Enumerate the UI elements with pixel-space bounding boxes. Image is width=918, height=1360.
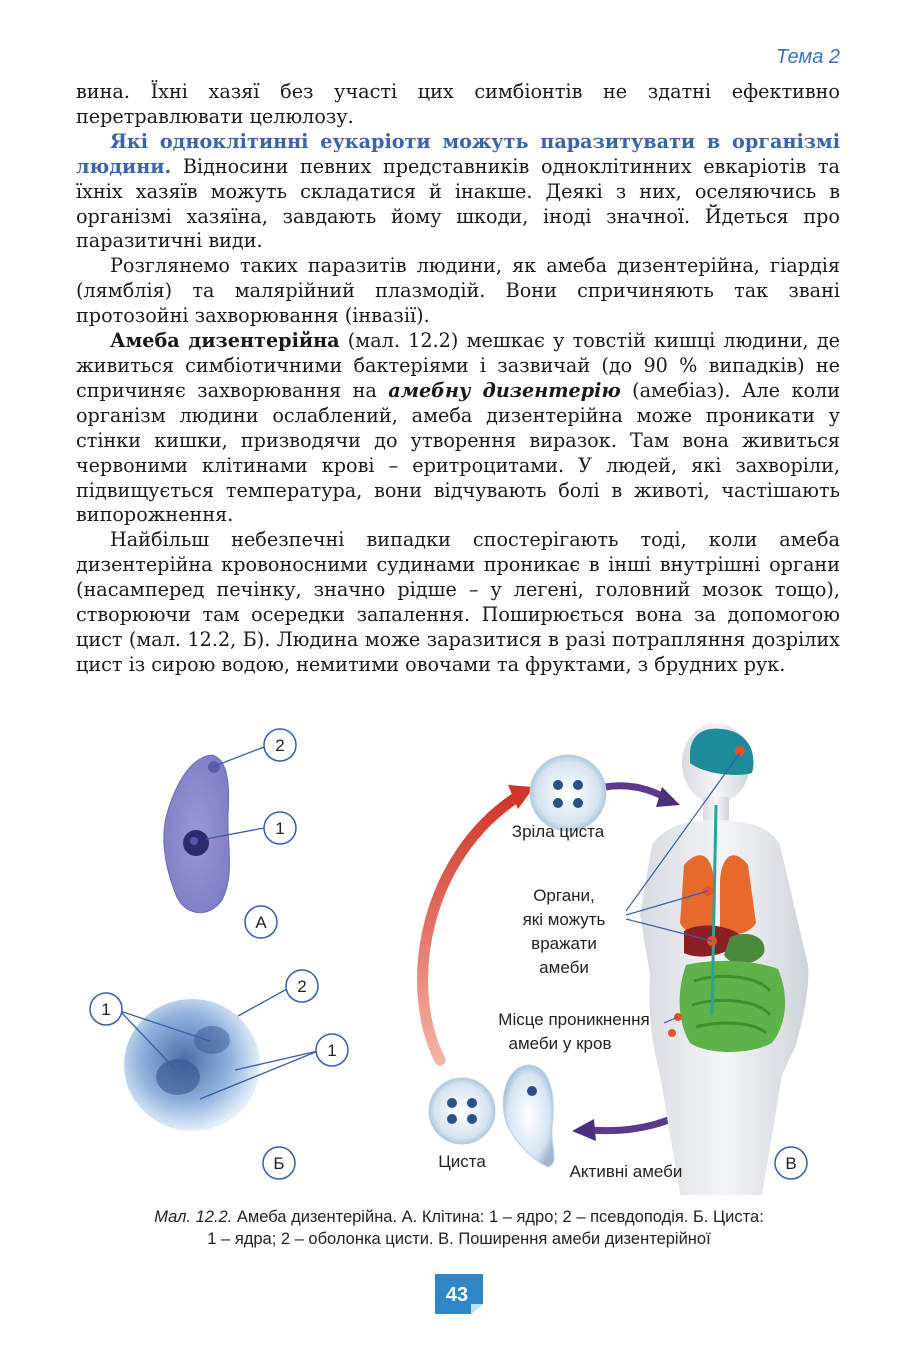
figure-caption (60, 1206, 858, 1250)
topic-header: Тема 2 (776, 46, 840, 68)
penetration-line-2: амеби у кров (508, 1034, 612, 1053)
paragraph-1 (76, 80, 840, 130)
panel-v-letter: В (785, 1154, 797, 1173)
page-number: 43 (445, 1284, 469, 1306)
panel-b-letter: Б (273, 1154, 285, 1173)
callout-a-1: 1 (275, 819, 285, 838)
figure-12-2 (0, 715, 918, 1195)
paragraph-3 (76, 254, 840, 329)
panel-a-letter: А (255, 913, 267, 932)
paragraph-2 (76, 130, 840, 255)
paragraph-text: (мал. 12.2) мешкає у товстій кишці людини, де живиться симбіотичними бактеріями і зазвичай (до 90 % випадків) не спричиняє захворювання на (76, 329, 840, 402)
panel-a-amoeba-cell (164, 729, 296, 938)
paragraph-text: вина. Їхні хазяї без участі цих симбіонтів не здатні ефективно перетравлювати целюлозу. (76, 80, 840, 128)
callout-a-2: 2 (275, 736, 285, 755)
paragraph-text: (амебіаз). Але коли організм людини ослаблений, амеба дизентерійна може проникати у стінки кишки, призводячи до утворення виразок. Там вона живиться червоними клітинами крові – еритроцитами. У людей, які захворіли, підвищується температура, вони відчувають болі в животі, частішають випорожнення. (76, 378, 841, 527)
paragraph-4 (76, 329, 840, 528)
page-number-badge (433, 1272, 485, 1316)
cyst-icon (429, 1078, 495, 1144)
caption-line-2: 1 – ядра; 2 – оболонка цисти. В. Поширення амеби дизентерійної (207, 1230, 711, 1248)
label-cyst: Циста (438, 1152, 486, 1171)
paragraph-5 (76, 528, 840, 677)
label-mature-cyst: Зріла циста (511, 822, 605, 841)
intestines-illustration (680, 961, 786, 1052)
term-bold-italic: амебну дизентерію (388, 378, 621, 402)
organs-line-2: які можуть (522, 910, 606, 929)
panel-b-cyst (90, 970, 348, 1179)
question-heading: Які одноклітинні еукаріоти можуть паразитувати в організмі людини. (76, 129, 840, 178)
panel-v-spread-diagram (423, 723, 809, 1195)
mature-cyst-icon (530, 755, 606, 831)
paragraph-text: Найбільш небезпечні випадки спостерігають тоді, коли амеба дизентерійна кровоносними судинами проникає в інші внутрішні органи (насамперед печінку, значно рідше – у легені, головний мозок тощо), створюючи там осередки запалення. Поширюється вона за допомогою цист (мал. 12.2, Б). Людина може заразитися в разі потрапляння дозрілих цист із сирою водою, немитими овочами та фруктами, з брудних рук. (76, 528, 840, 676)
caption-line-1: Амеба дизентерійна. А. Клітина: 1 – ядро; 2 – псевдоподія. Б. Циста: (232, 1208, 764, 1226)
paragraph-text: Відносини певних представників одноклітинних евкаріотів та їхніх хазяїв можуть складатися й інакше. Деякі з них, оселяючись в організмі хазяїна, завдають йому шкоди, іноді значної. Йдеться про паразитичні види. (76, 154, 840, 253)
organs-line-4: амеби (539, 958, 589, 977)
paragraph-text: Розглянемо таких паразитів людини, як амеба дизентерійна, гіардія (лямблія) та малярійний плазмодій. Вони спричиняють так звані протозойні захворювання (інвазії). (76, 254, 840, 328)
body-text (76, 80, 840, 678)
callout-b-1b: 1 (327, 1041, 337, 1060)
organs-line-3: вражати (531, 934, 597, 953)
callout-b-1a: 1 (101, 1000, 111, 1019)
term-bold: Амеба дизентерійна (110, 329, 340, 353)
callout-b-2: 2 (297, 977, 307, 996)
label-active-amoebas: Активні амеби (569, 1162, 683, 1181)
organs-line-1: Органи, (533, 886, 595, 905)
penetration-line-1: Місце проникнення (498, 1010, 650, 1029)
caption-label: Мал. 12.2. (154, 1208, 233, 1226)
active-amoeba-icon (503, 1065, 554, 1167)
